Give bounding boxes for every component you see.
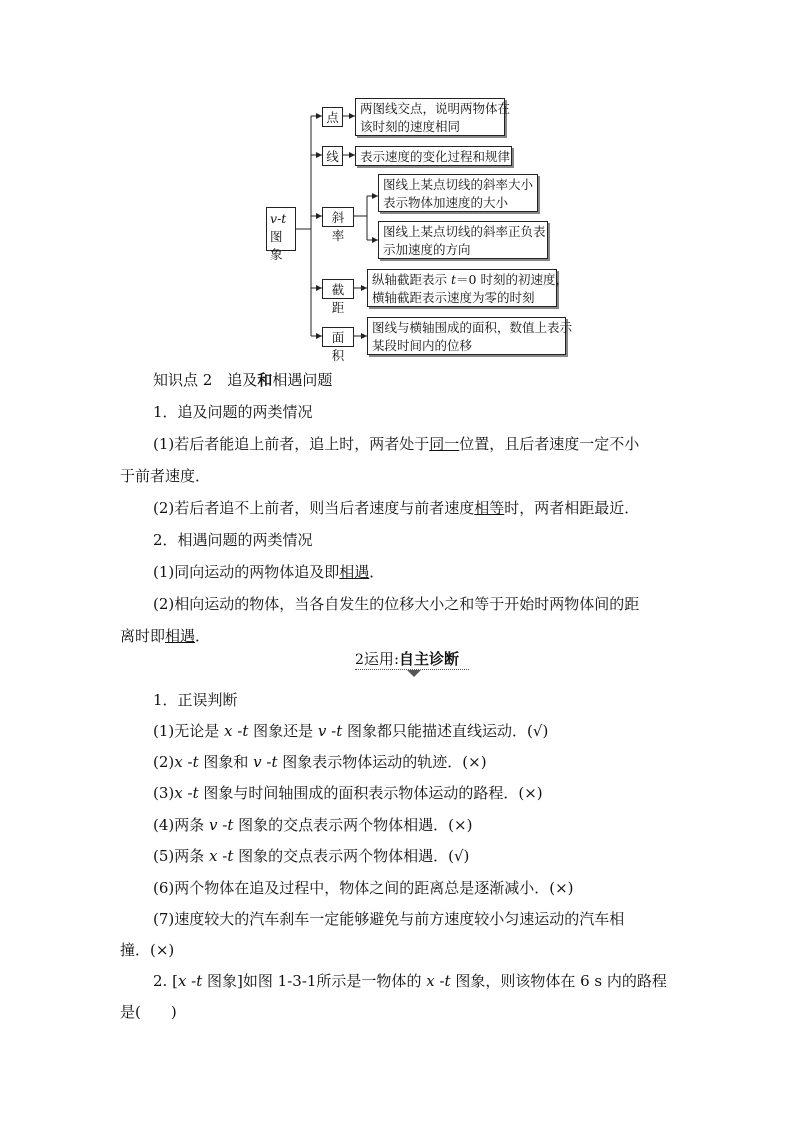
knowledge-point-2-heading: 知识点 2 追及和相遇问题 [153, 371, 333, 389]
desc-point [355, 98, 511, 136]
judgment-item-7: (7)速度较大的汽车刹车一定能够避免与前方速度较小匀速运动的汽车相 [153, 910, 625, 928]
section-self-diagnosis-title: 2运用:自主诊断 [355, 648, 469, 674]
chase-case-1-cont: 于前者速度． [120, 467, 211, 485]
judgment-item-5: (5)两条 x -t 图象的交点表示两个物体相遇．(√) [153, 847, 470, 865]
desc-slope-a-line2: 表示物体加速度的大小 [383, 195, 509, 210]
judgment-item-1: (1)无论是 x -t 图象还是 v -t 图象都只能描述直线运动．(√) [153, 722, 549, 740]
desc-line [355, 146, 512, 166]
desc-point-line2: 该时刻的速度相同 [360, 119, 461, 134]
desc-slope-b-line2: 示加速度的方向 [383, 242, 471, 257]
judgment-item-4: (4)两条 v -t 图象的交点表示两个物体相遇．(×) [153, 816, 473, 834]
judgment-item-3: (3)x -t 图象与时间轴围成的面积表示物体运动的路程．(×) [153, 784, 543, 802]
desc-line-text: 表示速度的变化过程和规律 [360, 149, 511, 164]
desc-area-line1: 图线与横轴围成的面积，数值上表示 [372, 320, 573, 335]
node-slope: 斜率 [322, 207, 354, 227]
judgment-item-7-cont: 撞．(×) [120, 941, 175, 959]
node-point: 点 [322, 107, 343, 127]
meet-case-2: (2)相向运动的物体，当各自发生的位移大小之和等于开始时两物体间的距 [153, 595, 640, 613]
root-var-t: t [281, 211, 287, 226]
question-2-cont: 是( ) [120, 1003, 177, 1021]
section-label: 运用 [363, 650, 394, 668]
desc-intercept-line2: 横轴截距表示速度为零的时刻 [372, 290, 535, 305]
vt-graph-concept-map [0, 0, 794, 370]
judgment-title: 1．正误判断 [153, 691, 238, 709]
meet-case-2-cont: 离时即相遇． [120, 627, 211, 645]
node-area: 面积 [322, 327, 354, 347]
question-2: 2. [x -t 图象]如图 1-3-1所示是一物体的 x -t 图象，则该物体在 6 s 内的路程 [153, 972, 667, 990]
chase-case-1: (1)若后者能追上前者，追上时，两者处于同一位置，且后者速度一定不小 [153, 435, 640, 453]
node-intercept: 截距 [322, 279, 354, 299]
desc-slope-sign [378, 221, 548, 259]
section-title-text: 自主诊断 [399, 650, 460, 668]
desc-slope-magnitude [378, 174, 538, 212]
desc-area-line2: 某段时间内的位移 [372, 338, 473, 353]
desc-point-line1: 两图线交点，说明两物体在 [360, 101, 511, 116]
desc-intercept-line1: 纵轴截距表示 t＝0 时刻的初速度， [372, 272, 568, 287]
meet-case-1: (1)同向运动的两物体追及即相遇． [153, 563, 385, 581]
chase-cases-title: 1．追及问题的两类情况 [153, 403, 313, 421]
judgment-item-2: (2)x -t 图象和 v -t 图象表示物体运动的轨迹．(×) [153, 753, 487, 771]
root-label: 图象 [270, 229, 283, 262]
judgment-item-6: (6)两个物体在追及过程中，物体之间的距离总是逐渐减小．(×) [153, 879, 574, 897]
meet-cases-title: 2．相遇问题的两类情况 [153, 531, 313, 549]
desc-slope-a-line1: 图线上某点切线的斜率大小 [383, 177, 534, 192]
desc-area [367, 317, 573, 355]
chase-case-2: (2)若后者追不上前者，则当后者速度与前者速度相等时，两者相距最近． [153, 499, 640, 517]
root-var-v: v [270, 211, 278, 226]
root-vt-graph [266, 207, 296, 262]
desc-intercept [367, 269, 568, 307]
section-number: 2 [355, 652, 364, 668]
node-line: 线 [322, 146, 343, 166]
root-dash: - [277, 211, 282, 226]
down-triangle-icon [407, 670, 421, 677]
desc-slope-b-line1: 图线上某点切线的斜率正负表 [383, 224, 546, 239]
